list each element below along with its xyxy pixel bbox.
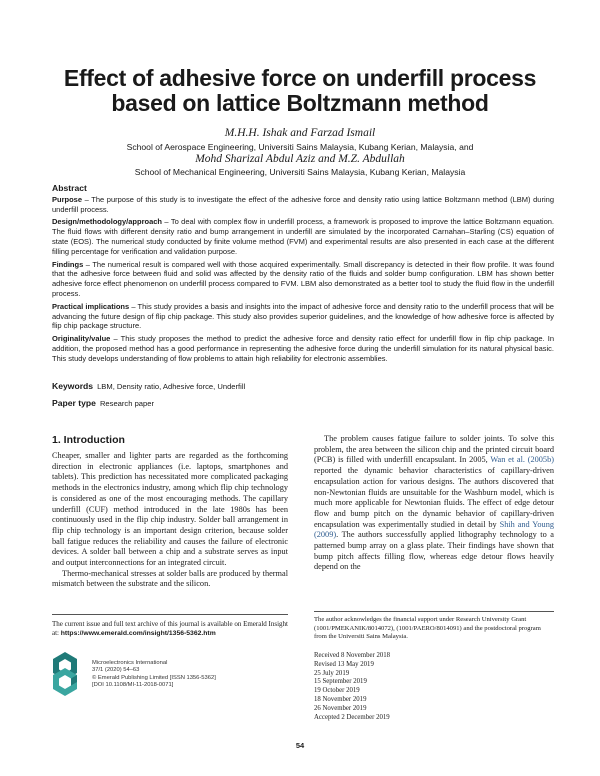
citation-shih-young-2009[interactable]: Shih and Young (2009)	[314, 519, 554, 540]
abstract-originality	[52, 334, 554, 363]
archive-note-text: The current issue and full text archive of this journal is available on Emerald Insight at:	[52, 620, 288, 637]
paper-title: Effect of adhesive force on underfill process based on lattice Boltzmann method	[63, 65, 537, 116]
abstract-practical	[52, 302, 554, 331]
journal-info	[92, 660, 216, 690]
abstract-purpose	[52, 195, 554, 215]
abstract-findings	[52, 260, 554, 299]
footnote-divider-right	[314, 611, 554, 612]
footnote-divider-left	[52, 614, 288, 615]
originality-text: – This study proposes the method to predict the adhesive force and density ratio effect for underfill flow in flip chip package. In addition, the proposed method has a good performance in representing the adhesive force during the underfill simulation for its natural physical basic. This study develops understanding of flow problems to attain high reliability for electronic assemblies.	[52, 334, 554, 363]
paper-type-text: Research paper	[99, 399, 154, 408]
practical-label: Practical implications	[52, 301, 130, 311]
design-label: Design/methodology/approach	[52, 217, 163, 227]
date-revised-2: 25 July 2019	[314, 669, 350, 677]
page-number: 54	[295, 741, 305, 750]
date-revised: Revised 13 May 2019	[314, 660, 374, 668]
journal-archive-note	[52, 620, 288, 638]
date-revised-4: 19 October 2019	[314, 687, 360, 695]
intro-paragraph-1: Cheaper, smaller and lighter parts are regarded as the forthcoming direction in electronic appliances (i.e. laptops, smartphones and tablets). This prediction has necessitated more complicated packaging methods in the electronics industry, among which flip chip technology is considered as one of the most encouraging methods. The capillary underfill (CUF) method introduced in the late 1980s has been continuously used in the flip chip industry. Solder ball arrangement in flip chip technology is an important design criterion, because solder ball fatigue reduces the reliability and causes the failure of electronic devices. A solder ball between a chip and a substrate serves as input and output interconnections for an integrated circuit.	[52, 451, 288, 568]
journal-doi[interactable]: [DOI 10.1108/MI-11-2018-0071]	[92, 682, 174, 689]
abstract-heading: Abstract	[52, 183, 87, 193]
date-accepted: Accepted 2 December 2019	[314, 713, 390, 721]
emerald-logo-icon	[52, 651, 78, 697]
design-text: – To deal with complex flow in underfill process, a framework is proposed to improve the lattice Boltzmann equation. The fluid flows with different density ratio and bump arrangement in underfill are simulated by the incorporated Carnahan–Starling (CS) equation of state (EOS). The numerical study conducted by finite volume method (FVM) and experimental results are also presented in each case at the different filling percentage for verification and validation purpose.	[52, 217, 554, 256]
practical-text: – This study provides a basis and insights into the impact of adhesive force and density ratio to the underfill process that will be advancing the future design of flip chip package. This study also provides superior guidelines, and the knowledge of how adhesive force is affected by flip chip package structure.	[52, 301, 554, 331]
date-revised-6: 26 November 2019	[314, 704, 367, 712]
section-heading-introduction: 1. Introduction	[52, 434, 125, 446]
keywords	[52, 381, 245, 391]
purpose-label: Purpose	[52, 194, 83, 204]
journal-copyright: © Emerald Publishing Limited [ISSN 1356-5362]	[92, 674, 216, 681]
paper-type	[52, 398, 154, 408]
originality-label: Originality/value	[52, 334, 111, 344]
findings-text: – The numerical result is compared well with those acquired experimentally. Small discrepancy is detected in their flow profile. It was found that the adhesive force between fluid and solid was affected by the density ratio of the fluids and solder bump configuration. LBM has shown better adhesive force effect phenomenon on underfill process compared to FVM. LBM also demonstrated as a better tool to study the fluid flow in the underfill process.	[52, 259, 554, 298]
journal-volume: 37/1 (2020) 54–63	[92, 667, 140, 674]
authors-line-1: M.H.H. Ishak and Farzad Ismail	[224, 127, 376, 139]
acknowledgement: The author acknowledges the financial support under Research University Grant (1001/PMEKANIK/8014072), (1001/PAERO/8014091) and the postdoctoral program from the Universiti Sains Malaysia.	[314, 616, 541, 641]
purpose-text: – The purpose of this study is to investigate the effect of the adhesive force and density ratio using lattice Boltzmann method (LBM) during underfill process.	[52, 194, 554, 214]
authors-line-2: Mohd Sharizal Abdul Aziz and M.Z. Abdullah	[195, 153, 405, 165]
intro-paragraph-3	[314, 434, 554, 573]
intro-text-b: reported the dynamic behavior characteristics of capillary-driven encapsulation action for various designs. The authors discovered that non-Newtonian fluids are unsuitable for the Washburn model, which is much more applicable for Newtonian fluids. The effect of edge detour flow and bump pitch on the dynamic behavior of capillary-driven encapsulation was experimentally studied in detail by	[314, 466, 554, 529]
findings-label: Findings	[52, 259, 84, 269]
citation-wan-2005b[interactable]: Wan et al. (2005b)	[490, 455, 554, 465]
submission-dates	[314, 652, 390, 722]
date-revised-5: 18 November 2019	[314, 695, 367, 703]
affiliation-1: School of Aerospace Engineering, Universiti Sains Malaysia, Kubang Kerian, Malaysia, and	[126, 142, 474, 152]
intro-text-c: . The authors successfully applied lithography technology to a patterned bump array on a glass plate. Their findings have shown that bump pitch affects filling flow, whereas edge detour flows heavily depend on the	[314, 530, 554, 572]
intro-paragraph-2: Thermo-mechanical stresses at solder balls are produced by thermal mismatch between the substrate and the silicon.	[52, 568, 288, 589]
keywords-text: LBM, Density ratio, Adhesive force, Underfill	[97, 382, 246, 391]
intro-text-a: The problem causes fatigue failure to solder joints. To solve this problem, the area between the silicon chip and the printed circuit board (PCB) is filled with underfill encapsulant. In 2005,	[314, 434, 554, 465]
date-received: Received 8 November 2018	[314, 652, 391, 659]
intro-left-column	[52, 451, 288, 590]
journal-name: Microelectronics International	[92, 660, 168, 666]
keywords-label: Keywords	[52, 381, 94, 391]
abstract	[52, 184, 554, 367]
paper-type-label: Paper type	[52, 398, 96, 408]
intro-right-column	[314, 434, 554, 573]
archive-url-link[interactable]: https://www.emerald.com/insight/1356-5362.htm	[60, 630, 216, 637]
date-revised-3: 15 September 2019	[314, 678, 367, 686]
abstract-design	[52, 217, 554, 256]
affiliation-2: School of Mechanical Engineering, Universiti Sains Malaysia, Kubang Kerian, Malaysia	[134, 167, 466, 177]
